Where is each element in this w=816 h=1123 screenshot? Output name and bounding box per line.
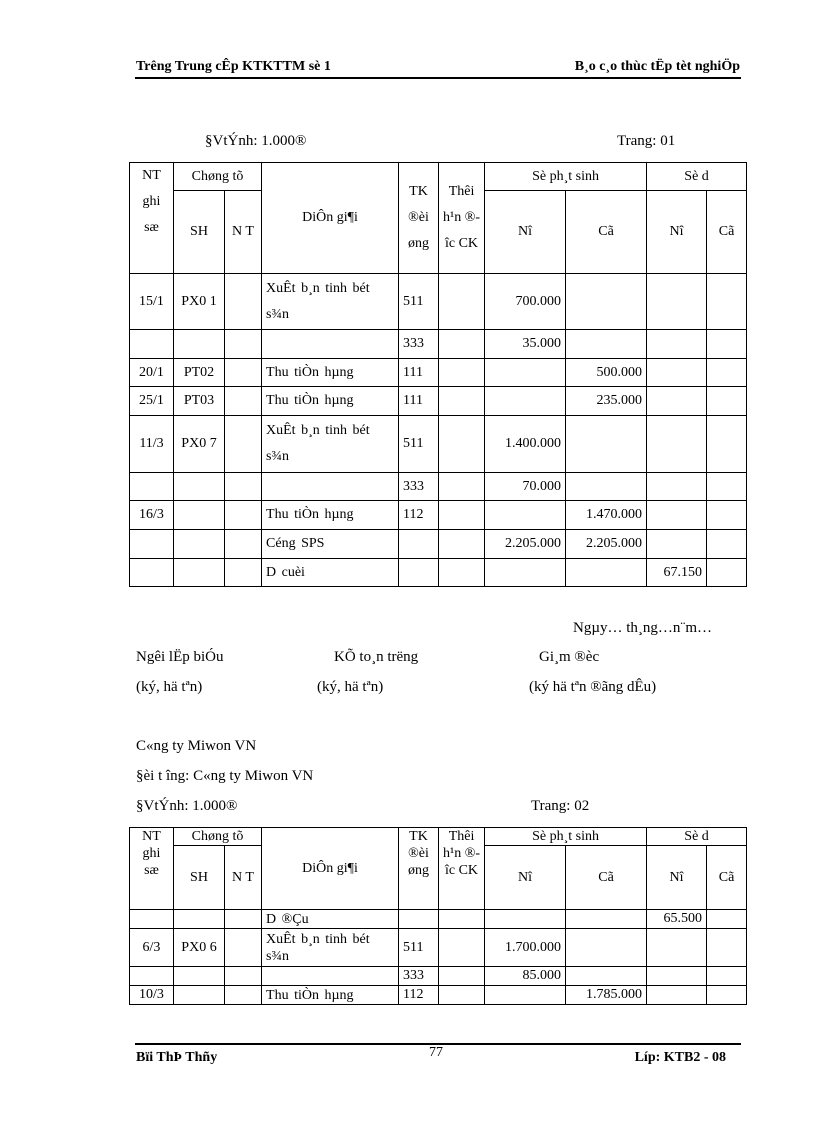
cell-ngay xyxy=(225,274,262,330)
cell-nt xyxy=(130,559,174,587)
cell-diengiai: XuÊt b¸n tinh bét s¾n xyxy=(262,929,399,967)
cell-co xyxy=(566,416,647,473)
cell-no: 1.400.000 xyxy=(485,416,566,473)
col-head-diengiai: DiÔn gi¶i xyxy=(262,828,399,910)
cell-no: 70.000 xyxy=(485,473,566,501)
cell-co: 235.000 xyxy=(566,387,647,416)
cell-nt xyxy=(130,910,174,929)
cell-diengiai: D cuèi xyxy=(262,559,399,587)
table-row xyxy=(130,986,747,1005)
cell-tk xyxy=(399,559,439,587)
cell-thoihan xyxy=(439,559,485,587)
cell-tk: 333 xyxy=(399,473,439,501)
cell-du-co xyxy=(707,501,747,530)
cell-ngay xyxy=(225,910,262,929)
cell-thoihan xyxy=(439,929,485,967)
col-head-no2: Nî xyxy=(647,191,707,274)
col-head-tkdu: TK ®èi øng xyxy=(399,163,439,274)
cell-thoihan xyxy=(439,473,485,501)
cell-nt: 25/1 xyxy=(130,387,174,416)
col-head-no: Nî xyxy=(485,191,566,274)
cell-thoihan xyxy=(439,359,485,387)
cell-du-co xyxy=(707,910,747,929)
cell-no xyxy=(485,501,566,530)
cell-diengiai: Thu tiÒn hµng xyxy=(262,387,399,416)
cell-du-no xyxy=(647,359,707,387)
table-row xyxy=(130,530,747,559)
cell-sh: PX0 6 xyxy=(174,929,225,967)
cell-co: 1.470.000 xyxy=(566,501,647,530)
cell-tk: 112 xyxy=(399,501,439,530)
cell-du-no xyxy=(647,501,707,530)
cell-du-co xyxy=(707,986,747,1005)
cell-du-no xyxy=(647,967,707,986)
cell-co xyxy=(566,559,647,587)
cell-du-no xyxy=(647,473,707,501)
cell-ngay xyxy=(225,967,262,986)
cell-no xyxy=(485,359,566,387)
header-rule xyxy=(135,77,741,79)
cell-co xyxy=(566,274,647,330)
sig-director: Gi¸m ®èc xyxy=(539,649,600,665)
cell-thoihan xyxy=(439,416,485,473)
cell-nt xyxy=(130,967,174,986)
cell-nt: 20/1 xyxy=(130,359,174,387)
col-head-nt2: N T xyxy=(225,846,262,910)
col-head-nt2: N T xyxy=(225,191,262,274)
company-name: C«ng ty Miwon VN xyxy=(136,738,257,754)
cell-thoihan xyxy=(439,967,485,986)
table-row xyxy=(130,910,747,929)
cell-tk xyxy=(399,530,439,559)
ledger-table-1 xyxy=(129,162,747,587)
cell-co: 2.205.000 xyxy=(566,530,647,559)
col-head-sodu: Sè d xyxy=(647,828,747,846)
ledger-table-2 xyxy=(129,827,747,1005)
cell-nt xyxy=(130,330,174,359)
sig-director-note: (ký hä tªn ®ãng dÊu) xyxy=(529,679,657,695)
col-head-chungtu: Chøng tõ xyxy=(174,828,262,846)
cell-ngay xyxy=(225,387,262,416)
cell-sh: PT03 xyxy=(174,387,225,416)
cell-ngay xyxy=(225,501,262,530)
cell-tk: 511 xyxy=(399,929,439,967)
col-head-thoihan: Thêi h¹n ®îc CK xyxy=(439,828,485,910)
cell-tk xyxy=(399,910,439,929)
cell-du-co xyxy=(707,530,747,559)
col-head-nt: NT ghi sæ xyxy=(130,163,174,274)
col-head-nt: NT ghi sæ xyxy=(130,828,174,910)
col-head-co2: Cã xyxy=(707,846,747,910)
cell-no: 2.205.000 xyxy=(485,530,566,559)
col-head-no: Nî xyxy=(485,846,566,910)
cell-diengiai: Thu tiÒn hµng xyxy=(262,501,399,530)
cell-tk: 333 xyxy=(399,330,439,359)
cell-nt: 15/1 xyxy=(130,274,174,330)
cell-thoihan xyxy=(439,274,485,330)
table-row xyxy=(130,359,747,387)
cell-tk: 511 xyxy=(399,416,439,473)
cell-diengiai: XuÊt b¸n tinh bét s¾n xyxy=(262,416,399,473)
cell-sh xyxy=(174,501,225,530)
cell-co: 500.000 xyxy=(566,359,647,387)
cell-thoihan xyxy=(439,330,485,359)
cell-du-no xyxy=(647,530,707,559)
cell-diengiai xyxy=(262,967,399,986)
header-report-title: B¸o c¸o thùc tËp tèt nghiÖp xyxy=(574,59,740,74)
cell-tk: 111 xyxy=(399,359,439,387)
table-row xyxy=(130,416,747,473)
cell-ngay xyxy=(225,330,262,359)
cell-nt: 11/3 xyxy=(130,416,174,473)
header-school: Trêng Trung cÊp KTKTTM sè 1 xyxy=(136,59,331,74)
cell-co xyxy=(566,910,647,929)
col-head-co2: Cã xyxy=(707,191,747,274)
unit-label-2: §VtÝnh: 1.000® xyxy=(136,798,238,814)
sig-accountant: KÕ to¸n trëng xyxy=(334,649,419,665)
cell-du-co xyxy=(707,330,747,359)
cell-no: 35.000 xyxy=(485,330,566,359)
cell-no xyxy=(485,910,566,929)
cell-ngay xyxy=(225,359,262,387)
cell-thoihan xyxy=(439,530,485,559)
table-row xyxy=(130,929,747,967)
sig-preparer-note: (ký, hä tªn) xyxy=(136,679,203,695)
cell-sh xyxy=(174,473,225,501)
cell-no xyxy=(485,559,566,587)
footer-author: Bïi ThÞ Thñy xyxy=(136,1050,218,1065)
cell-sh xyxy=(174,530,225,559)
cell-du-co xyxy=(707,559,747,587)
unit-label-1: §VtÝnh: 1.000® xyxy=(205,133,307,149)
col-head-chungtu: Chøng tõ xyxy=(174,163,262,191)
cell-du-co xyxy=(707,929,747,967)
cell-sh xyxy=(174,986,225,1005)
cell-no xyxy=(485,387,566,416)
col-head-thoihan: Thêi h¹n ®îc CK xyxy=(439,163,485,274)
cell-sh xyxy=(174,330,225,359)
col-head-co: Cã xyxy=(566,191,647,274)
col-head-sh: SH xyxy=(174,191,225,274)
cell-du-no xyxy=(647,986,707,1005)
cell-thoihan xyxy=(439,986,485,1005)
table-row xyxy=(130,473,747,501)
cell-thoihan xyxy=(439,910,485,929)
col-head-tkdu: TK ®èi øng xyxy=(399,828,439,910)
cell-co: 1.785.000 xyxy=(566,986,647,1005)
cell-diengiai xyxy=(262,473,399,501)
cell-tk: 112 xyxy=(399,986,439,1005)
cell-sh xyxy=(174,910,225,929)
cell-no: 700.000 xyxy=(485,274,566,330)
table-row xyxy=(130,967,747,986)
cell-thoihan xyxy=(439,501,485,530)
cell-no: 1.700.000 xyxy=(485,929,566,967)
col-head-diengiai: DiÔn gi¶i xyxy=(262,163,399,274)
cell-ngay xyxy=(225,530,262,559)
cell-du-no xyxy=(647,387,707,416)
cell-no xyxy=(485,986,566,1005)
cell-tk: 511 xyxy=(399,274,439,330)
cell-du-co xyxy=(707,473,747,501)
date-line: Ngµy… th¸ng…n¨m… xyxy=(573,620,713,636)
page-label-2: Trang: 02 xyxy=(531,798,590,814)
cell-no: 85.000 xyxy=(485,967,566,986)
cell-du-co xyxy=(707,416,747,473)
cell-tk: 111 xyxy=(399,387,439,416)
cell-ngay xyxy=(225,929,262,967)
col-head-sodu: Sè d xyxy=(647,163,747,191)
cell-diengiai: Thu tiÒn hµng xyxy=(262,986,399,1005)
cell-du-co xyxy=(707,967,747,986)
col-head-no2: Nî xyxy=(647,846,707,910)
cell-nt: 6/3 xyxy=(130,929,174,967)
cell-nt xyxy=(130,530,174,559)
col-head-sps: Sè ph¸t sinh xyxy=(485,163,647,191)
counterparty-line: §èi t îng: C«ng ty Miwon VN xyxy=(136,768,314,784)
cell-du-no: 67.150 xyxy=(647,559,707,587)
cell-tk: 333 xyxy=(399,967,439,986)
table-row xyxy=(130,330,747,359)
table-row xyxy=(130,559,747,587)
col-head-sps: Sè ph¸t sinh xyxy=(485,828,647,846)
col-head-sh: SH xyxy=(174,846,225,910)
page-label-1: Trang: 01 xyxy=(617,133,676,149)
cell-ngay xyxy=(225,416,262,473)
cell-ngay xyxy=(225,473,262,501)
cell-sh: PX0 7 xyxy=(174,416,225,473)
table-row xyxy=(130,501,747,530)
cell-co xyxy=(566,967,647,986)
cell-sh xyxy=(174,967,225,986)
footer-class: Líp: KTB2 - 08 xyxy=(634,1050,726,1065)
cell-diengiai: Thu tiÒn hµng xyxy=(262,359,399,387)
cell-nt: 16/3 xyxy=(130,501,174,530)
cell-sh xyxy=(174,559,225,587)
cell-co xyxy=(566,929,647,967)
cell-ngay xyxy=(225,986,262,1005)
table-row xyxy=(130,274,747,330)
cell-ngay xyxy=(225,559,262,587)
cell-du-co xyxy=(707,274,747,330)
cell-diengiai: XuÊt b¸n tinh bét s¾n xyxy=(262,274,399,330)
cell-co xyxy=(566,330,647,359)
cell-du-no xyxy=(647,929,707,967)
cell-sh: PX0 1 xyxy=(174,274,225,330)
cell-diengiai: D ®Çu xyxy=(262,910,399,929)
cell-nt xyxy=(130,473,174,501)
cell-co xyxy=(566,473,647,501)
cell-diengiai: Céng SPS xyxy=(262,530,399,559)
sig-accountant-note: (ký, hä tªn) xyxy=(317,679,384,695)
cell-du-co xyxy=(707,359,747,387)
cell-du-no xyxy=(647,330,707,359)
cell-diengiai xyxy=(262,330,399,359)
col-head-co: Cã xyxy=(566,846,647,910)
cell-du-no xyxy=(647,274,707,330)
table-row xyxy=(130,387,747,416)
cell-nt: 10/3 xyxy=(130,986,174,1005)
cell-thoihan xyxy=(439,387,485,416)
cell-du-no xyxy=(647,416,707,473)
footer-page-number: 77 xyxy=(429,1045,443,1060)
cell-du-no: 65.500 xyxy=(647,910,707,929)
sig-preparer: Ngêi lËp biÓu xyxy=(136,649,224,665)
cell-sh: PT02 xyxy=(174,359,225,387)
cell-du-co xyxy=(707,387,747,416)
